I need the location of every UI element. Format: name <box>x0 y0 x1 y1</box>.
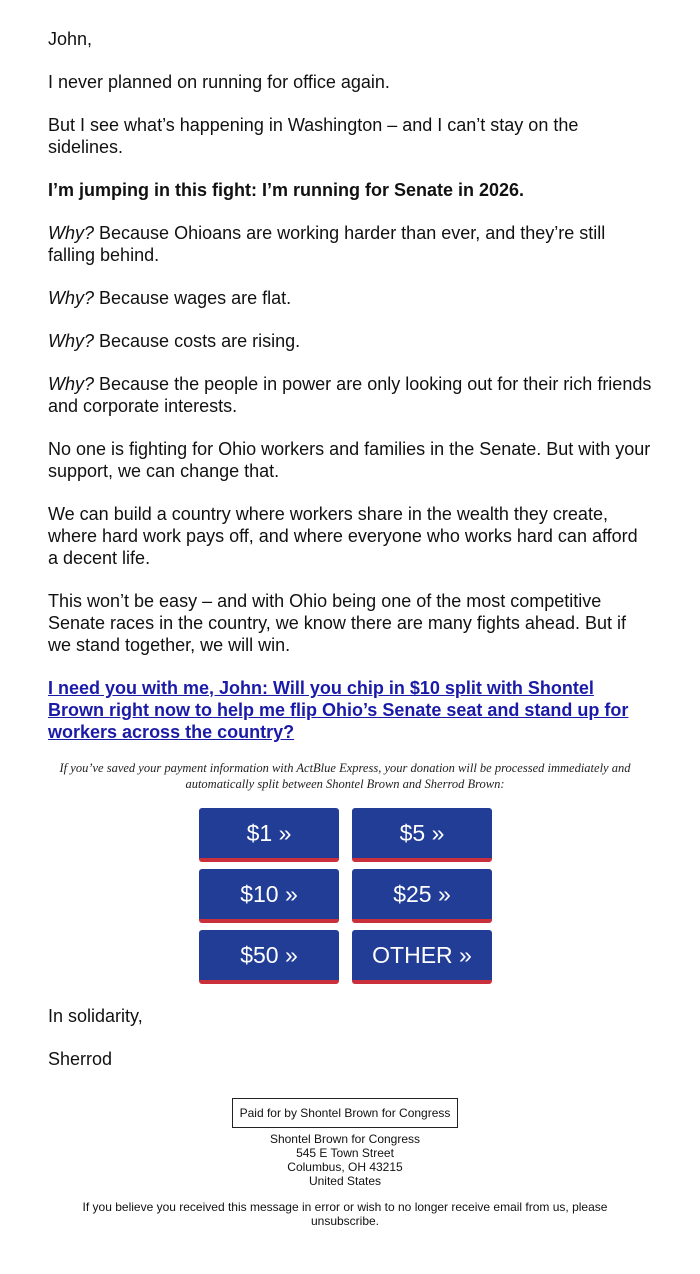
why-label: Why? <box>48 374 95 394</box>
donate-25-button[interactable]: $25 » <box>352 869 492 923</box>
paragraph-why-3 <box>48 330 652 352</box>
address-line: 545 E Town Street <box>296 1146 394 1160</box>
paragraph-intro: I never planned on running for office again. <box>48 72 390 92</box>
closing: In solidarity, <box>48 1006 143 1026</box>
paragraph-why-1 <box>48 222 652 266</box>
donate-other-button[interactable]: OTHER » <box>352 930 492 984</box>
why-label: Why? <box>48 331 95 351</box>
paragraph-announcement: I’m jumping in this fight: I’m running for Senate in 2026. <box>48 180 525 200</box>
mailing-address <box>0 1132 690 1188</box>
paragraph-vision: We can build a country where workers share in the wealth they create, where hard work pays off, and where everyone who works hard can afford a decent life. <box>48 504 638 568</box>
address-line: Columbus, OH 43215 <box>287 1160 403 1174</box>
signature-name: Sherrod <box>48 1049 113 1069</box>
why-text: Because the people in power are only looking out for their rich friends and corporate interests. <box>48 374 652 416</box>
greeting: John, <box>48 29 93 49</box>
paragraph-support: No one is fighting for Ohio workers and families in the Senate. But with your support, we can change that. <box>48 439 651 481</box>
actblue-note: If you’ve saved your payment information with ActBlue Express, your donation will be processed immediately and automatically split between Shontel Brown and Sherrod Brown: <box>59 761 631 791</box>
why-text: Because costs are rising. <box>94 331 301 351</box>
donate-cta-link[interactable]: I need you with me, John: Will you chip in $10 split with Shontel Brown right now to help me flip Ohio’s Senate seat and stand up for workers across the country? <box>48 678 629 742</box>
paid-for-disclaimer: Paid for by Shontel Brown for Congress <box>232 1098 458 1128</box>
donate-5-button[interactable]: $5 » <box>352 808 492 862</box>
email-body <box>48 28 652 765</box>
why-text: Because Ohioans are working harder than ever, and they’re still falling behind. <box>48 223 606 265</box>
donate-50-button[interactable]: $50 » <box>199 930 339 984</box>
address-line: Shontel Brown for Congress <box>269 1132 421 1146</box>
address-line: United States <box>308 1174 382 1188</box>
donation-button-grid <box>199 808 495 984</box>
paragraph-why-2 <box>48 287 652 309</box>
why-label: Why? <box>48 288 95 308</box>
paragraph-why-4 <box>48 373 652 417</box>
unsubscribe-notice[interactable]: If you believe you received this message in error or wish to no longer receive email from us, please unsubscribe. <box>82 1200 608 1228</box>
donate-1-button[interactable]: $1 » <box>199 808 339 862</box>
paragraph-fights-ahead: This won’t be easy – and with Ohio being one of the most competitive Senate races in the country, we know there are many fights ahead. But if we stand together, we will win. <box>48 591 626 655</box>
why-label: Why? <box>48 223 95 243</box>
donate-10-button[interactable]: $10 » <box>199 869 339 923</box>
paragraph-washington: But I see what’s happening in Washington – and I can’t stay on the sidelines. <box>48 115 579 157</box>
why-text: Because wages are flat. <box>94 288 292 308</box>
